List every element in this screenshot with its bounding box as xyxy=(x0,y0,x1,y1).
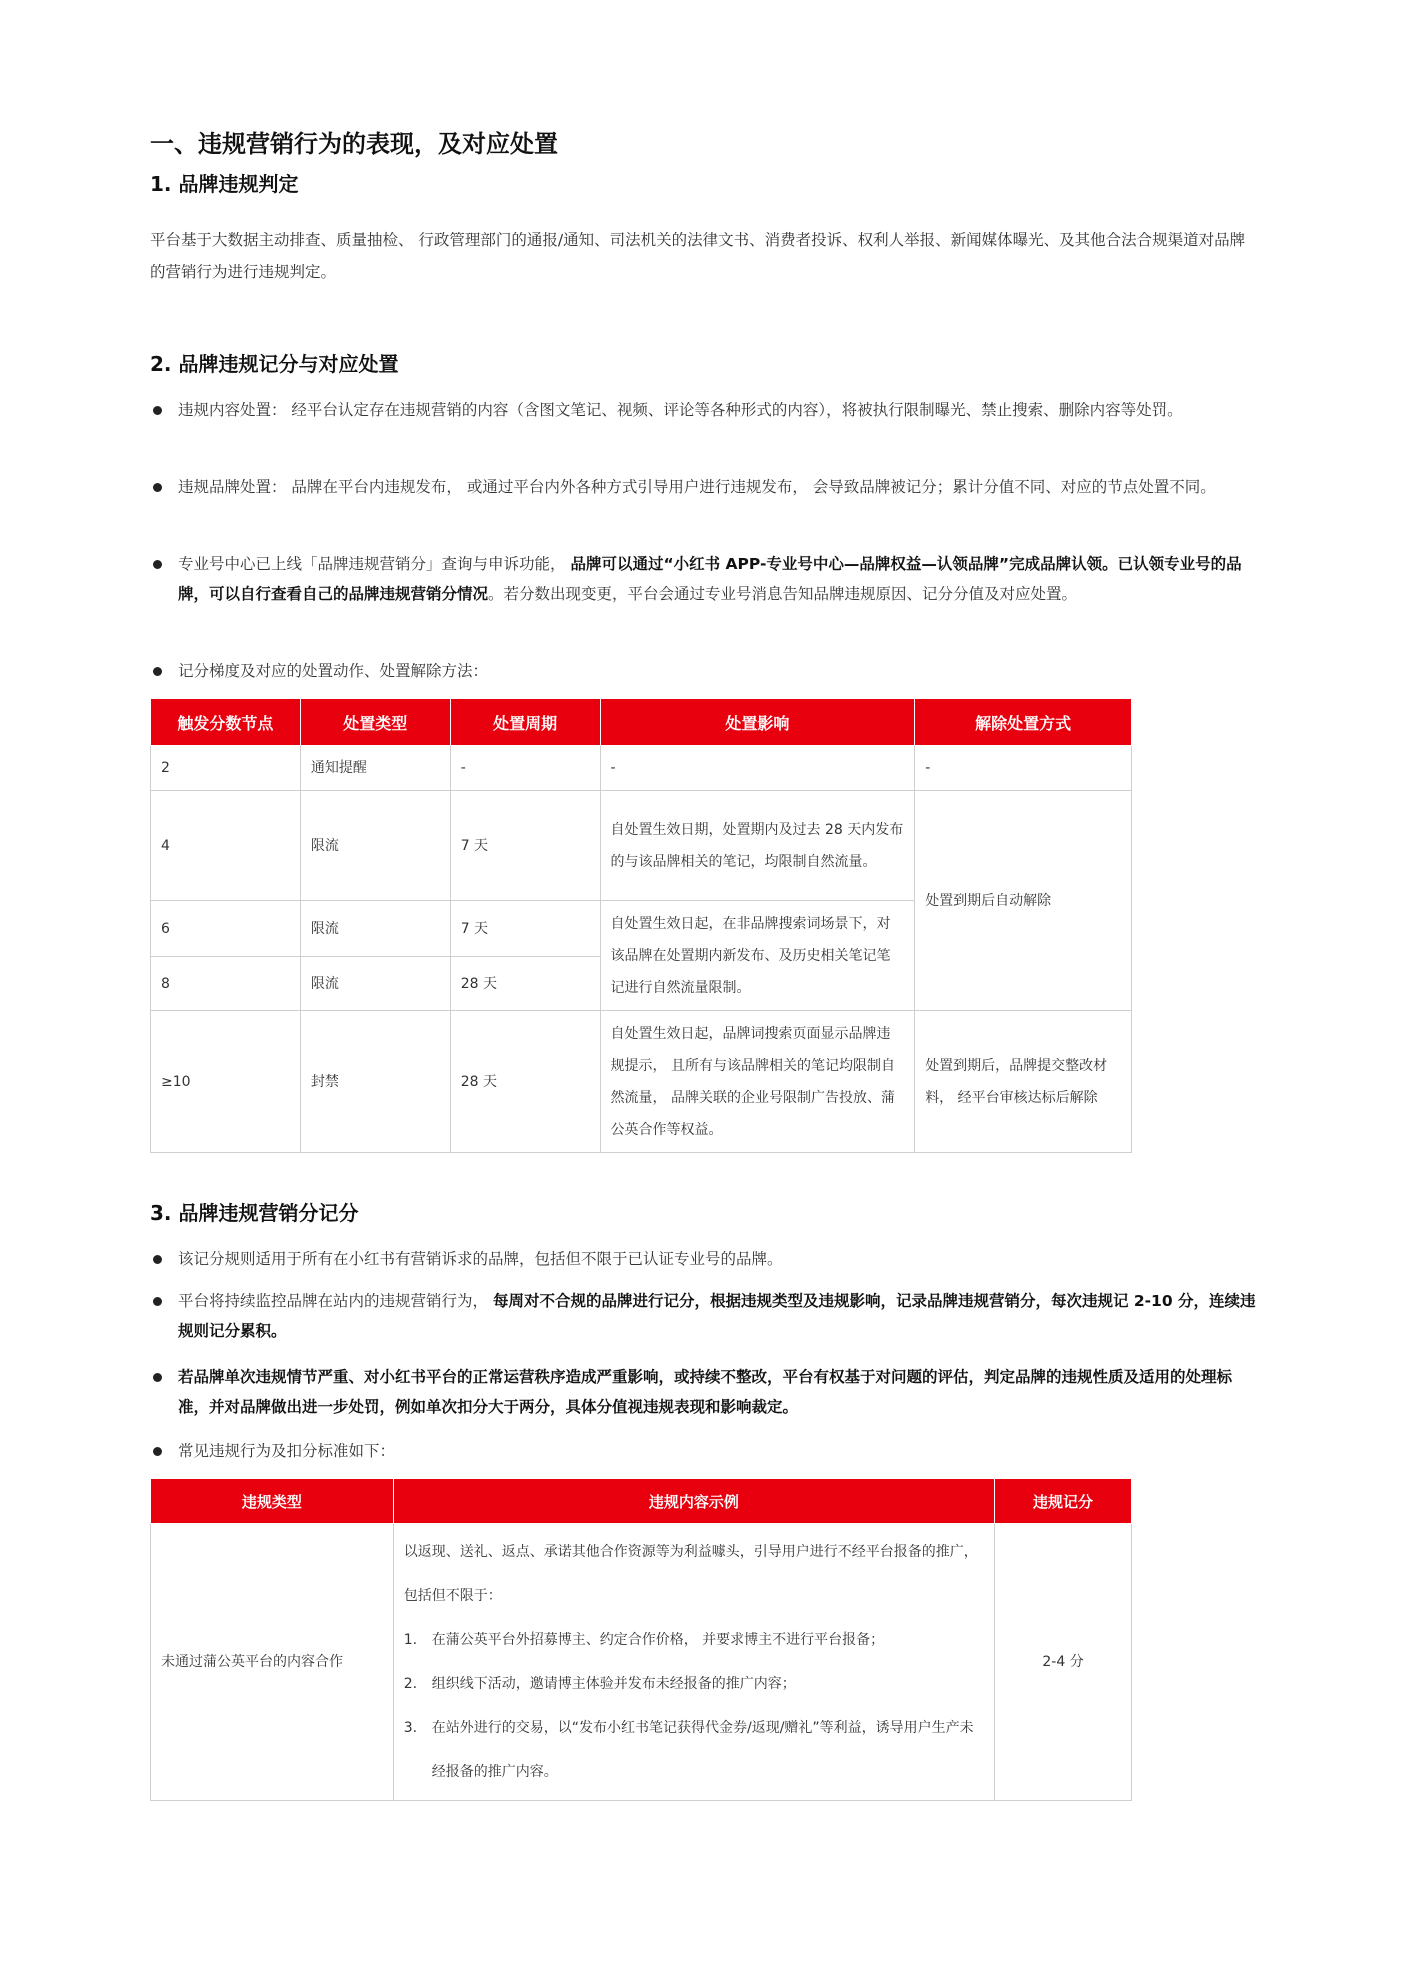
violation-table xyxy=(150,1478,1132,1801)
bullet-text: 违规品牌处置： 品牌在平台内违规发布， 或通过平台内外各种方式引导用户进行违规发布， 会导致品牌被记分；累计分值不同、对应的节点处置不同。 xyxy=(178,478,1216,496)
table-cell: 自处置生效日起，品牌词搜索页面显示品牌违规提示， 且所有与该品牌相关的笔记均限制自然流量， 品牌关联的企业号限制广告投放、蒲公英合作等权益。 xyxy=(600,1011,915,1153)
list-number: 1. xyxy=(403,1632,418,1648)
table-cell: 限流 xyxy=(300,901,450,957)
table-cell: 28 天 xyxy=(450,957,600,1011)
table-header-cell: 违规类型 xyxy=(151,1479,394,1524)
table-cell: 封禁 xyxy=(300,1011,450,1153)
bullet-dot-icon xyxy=(153,406,162,415)
table-cell: 8 xyxy=(151,957,301,1011)
bullet-text: 记分梯度及对应的处置动作、处置解除方法： xyxy=(178,662,489,680)
example-intro: 以返现、送礼、返点、承诺其他合作资源等为利益噱头，引导用户进行不经平台报备的推广，包括但不限于： xyxy=(403,1544,978,1604)
bullet-text-normal: 。若分数出现变更，平台会通过专业号消息告知品牌违规原因、记分分值及对应处置。 xyxy=(488,585,1078,603)
bullet-item xyxy=(150,1436,1260,1466)
table-cell: ≥10 xyxy=(151,1011,301,1153)
bullet-text-normal: 专业号中心已上线「品牌违规营销分」查询与申诉功能， xyxy=(178,555,571,573)
list-text: 在站外进行的交易，以“发布小红书笔记获得代金券/返现/赠礼”等利益，诱导用户生产未经报备的推广内容。 xyxy=(431,1720,974,1780)
bullet-dot-icon xyxy=(153,1373,162,1382)
list-text: 组织线下活动，邀请博主体验并发布未经报备的推广内容； xyxy=(431,1676,796,1692)
example-list xyxy=(404,1618,984,1794)
table-header-row xyxy=(151,699,1132,746)
table-row xyxy=(151,1011,1132,1153)
bullet-dot-icon xyxy=(153,1447,162,1456)
bullet-dot-icon xyxy=(153,560,162,569)
table-header-cell: 违规内容示例 xyxy=(393,1479,994,1524)
bullet-text: 常见违规行为及扣分标准如下： xyxy=(178,1442,396,1460)
bullet-item xyxy=(150,395,1260,425)
bullet-text-normal: 平台将持续监控品牌在站内的违规营销行为， xyxy=(178,1292,493,1310)
table-cell: 未通过蒲公英平台的内容合作 xyxy=(151,1524,394,1801)
table-cell: 限流 xyxy=(300,791,450,901)
subsection-title-1: 1. 品牌违规判定 xyxy=(150,172,299,196)
section-title: 一、违规营销行为的表现，及对应处置 xyxy=(150,130,558,158)
table-cell: - xyxy=(600,746,915,791)
list-number: 3. xyxy=(403,1720,418,1736)
bullet-item xyxy=(150,1244,1260,1274)
bullet-dot-icon xyxy=(153,1255,162,1264)
table-header-cell: 处置影响 xyxy=(600,699,915,746)
bullet-text-bold: 每周对不合规的品牌进行记分，根据违规类型及违规影响，记录品牌违规营销分，每次违规记 2-10 分，连续违规则记分累积。 xyxy=(178,1292,1256,1340)
list-text: 在蒲公英平台外招募博主、约定合作价格， 并要求博主不进行平台报备； xyxy=(431,1632,885,1648)
bullet-dot-icon xyxy=(153,667,162,676)
table-header-row xyxy=(151,1479,1132,1524)
table-row xyxy=(151,1524,1132,1801)
table-cell: 限流 xyxy=(300,957,450,1011)
penalty-table xyxy=(150,698,1132,1153)
list-number: 2. xyxy=(403,1676,418,1692)
table-cell: 7 天 xyxy=(450,901,600,957)
table-header-cell: 处置周期 xyxy=(450,699,600,746)
table-cell: 7 天 xyxy=(450,791,600,901)
bullet-item xyxy=(150,1362,1260,1422)
table-header-cell: 触发分数节点 xyxy=(151,699,301,746)
table-cell: 自处置生效日起，在非品牌搜索词场景下，对该品牌在处置期内新发布、及历史相关笔记笔记进行自然流量限制。 xyxy=(600,901,915,1011)
bullet-text xyxy=(178,549,1260,609)
table-row xyxy=(151,791,1132,901)
table-header-cell: 处置类型 xyxy=(300,699,450,746)
table-cell: - xyxy=(450,746,600,791)
table-cell: 通知提醒 xyxy=(300,746,450,791)
bullet-text xyxy=(178,1286,1260,1346)
table-header-cell: 解除处置方式 xyxy=(915,699,1132,746)
table-cell: 自处置生效日期，处置期内及过去 28 天内发布的与该品牌相关的笔记，均限制自然流量。 xyxy=(600,791,915,901)
table-cell: 2-4 分 xyxy=(995,1524,1132,1801)
table-cell: 4 xyxy=(151,791,301,901)
subsection-title-3: 3. 品牌违规营销分记分 xyxy=(150,1201,359,1225)
table-cell: 2 xyxy=(151,746,301,791)
bullet-text: 若品牌单次违规情节严重、对小红书平台的正常运营秩序造成严重影响，或持续不整改，平台有权基于对问题的评估，判定品牌的违规性质及适用的处理标准，并对品牌做出进一步处罚，例如单次扣分大于两分，具体分值视违规表现和影响裁定。 xyxy=(178,1368,1233,1416)
list-item xyxy=(404,1662,984,1706)
bullet-text-bold: 品牌可以通过“小红书 APP-专业号中心—品牌权益—认领品牌”完成品牌认领。已认领专业号的品牌，可以自行查看自己的品牌违规营销分情况 xyxy=(178,555,1242,603)
bullet-item xyxy=(150,1286,1260,1346)
bullet-dot-icon xyxy=(153,483,162,492)
s1-body: 平台基于大数据主动排查、质量抽检、 行政管理部门的通报/通知、司法机关的法律文书、消费者投诉、权利人举报、新闻媒体曝光、及其他合法合规渠道对品牌的营销行为进行违规判定。 xyxy=(150,231,1246,281)
table-cell: 处置到期后，品牌提交整改材料， 经平台审核达标后解除 xyxy=(915,1011,1132,1153)
table-cell: 处置到期后自动解除 xyxy=(915,791,1132,1011)
table-cell: 28 天 xyxy=(450,1011,600,1153)
list-item xyxy=(404,1706,984,1794)
table-cell xyxy=(393,1524,994,1801)
bullet-dot-icon xyxy=(153,1297,162,1306)
bullet-item xyxy=(150,656,1260,686)
table-cell: - xyxy=(915,746,1132,791)
bullet-item xyxy=(150,472,1260,502)
table-cell: 6 xyxy=(151,901,301,957)
bullet-text: 违规内容处置： 经平台认定存在违规营销的内容（含图文笔记、视频、评论等各种形式的内容），将被执行限制曝光、禁止搜索、删除内容等处罚。 xyxy=(178,401,1183,419)
subsection-title-2: 2. 品牌违规记分与对应处置 xyxy=(150,352,399,376)
table-header-cell: 违规记分 xyxy=(995,1479,1132,1524)
table-row xyxy=(151,746,1132,791)
bullet-text: 该记分规则适用于所有在小红书有营销诉求的品牌，包括但不限于已认证专业号的品牌。 xyxy=(178,1250,783,1268)
list-item xyxy=(404,1618,984,1662)
bullet-item xyxy=(150,549,1260,609)
